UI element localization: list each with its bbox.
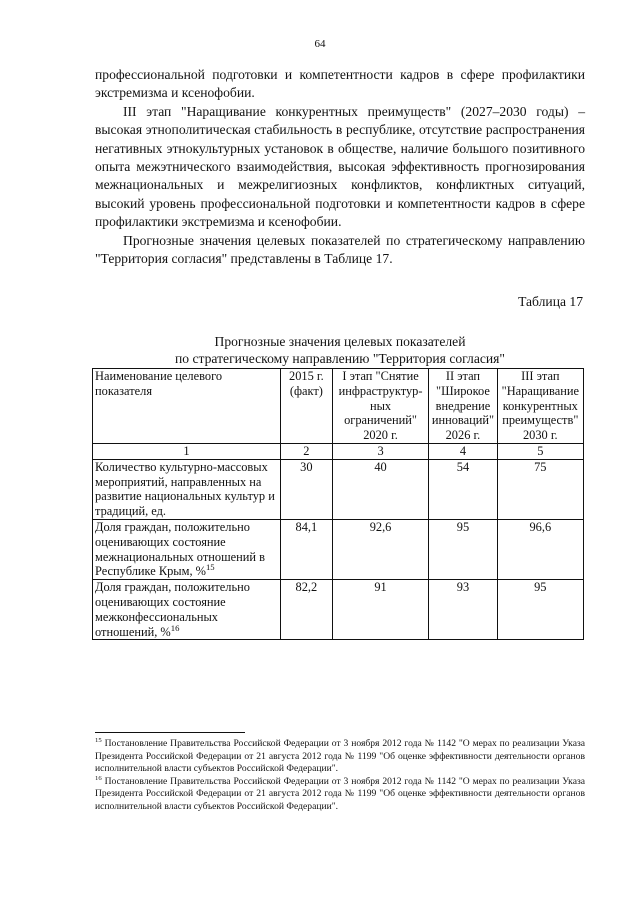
table-caption-line1: Прогнозные значения целевых показателей	[214, 334, 466, 349]
footnote-ref: 16	[170, 622, 180, 633]
row-value-2020: 91	[332, 580, 429, 640]
header-2015: 2015 г. (факт)	[280, 369, 332, 444]
row-name-text: Количество культурно-массовых мероприятий, направленных на развитие национальных культур и традиций, ед.	[95, 459, 275, 519]
table-row	[93, 580, 584, 640]
row-value-2020: 92,6	[332, 519, 429, 579]
row-value-2015: 30	[280, 459, 332, 519]
colnum-4: 4	[429, 443, 497, 459]
table-colnum-row	[93, 443, 584, 459]
row-name	[93, 580, 281, 640]
footnote-ref: 15	[205, 562, 215, 573]
table-caption	[95, 333, 585, 367]
indicators-table	[92, 368, 584, 640]
body-text	[95, 66, 585, 268]
footnote-number: 16	[95, 774, 102, 782]
footnote-text: Постановление Правительства Российской Федерации от 3 ноября 2012 года № 1142 "О мерах по реализации Указа Президента Российской Федерации от 21 августа 2012 года № 1199 "Об оценке эффективности деятельности органов исполнительной власти субъектов Российской Федерации".	[95, 775, 586, 812]
page-number: 64	[314, 38, 326, 50]
paragraph-continuation: профессиональной подготовки и компетентности кадров в сфере профилактики экстремизма и ксенофобии.	[95, 67, 585, 101]
row-name-text: Доля граждан, положительно оценивающих состояние межконфессиональных отношений, %	[95, 580, 250, 639]
row-value-2015: 82,2	[280, 580, 332, 640]
footnote-divider	[95, 732, 245, 733]
footnote-text: Постановление Правительства Российской Федерации от 3 ноября 2012 года № 1142 "О мерах по реализации Указа Президента Российской Федерации от 21 августа 2012 года № 1199 "Об оценке эффективности деятельности органов исполнительной власти субъектов Российской Федерации".	[95, 738, 586, 775]
colnum-2: 2	[280, 443, 332, 459]
row-value-2020: 40	[332, 459, 429, 519]
row-value-2026: 54	[429, 459, 497, 519]
table-caption-line2: по стратегическому направлению "Территория согласия"	[175, 351, 505, 366]
row-name-text: Доля граждан, положительно оценивающих состояние межнациональных отношений в Республике Крым, %	[95, 519, 265, 579]
row-value-2030: 95	[497, 580, 583, 640]
row-value-2030: 75	[497, 459, 583, 519]
header-name: Наименование целевого показателя	[93, 369, 281, 444]
footnote	[95, 776, 585, 814]
row-value-2015: 84,1	[280, 519, 332, 579]
paragraph-forecast: Прогнозные значения целевых показателей по стратегическому направлению "Территория согласия" представлены в Таблице 17.	[95, 232, 585, 267]
header-stage3: III этап "Наращивание конкурентных преимуществ" 2030 г.	[497, 369, 583, 444]
row-value-2026: 95	[429, 519, 497, 579]
footnote	[95, 738, 585, 776]
header-stage1: I этап "Снятие инфраструктур-ных ограничений" 2020 г.	[332, 369, 429, 444]
colnum-5: 5	[497, 443, 583, 459]
table-label: Таблица 17	[518, 294, 583, 309]
table-row	[93, 459, 584, 519]
row-name	[93, 459, 281, 519]
footnotes	[95, 738, 585, 814]
row-name	[93, 519, 281, 579]
table-row	[93, 519, 584, 579]
row-value-2030: 96,6	[497, 519, 583, 579]
row-value-2026: 93	[429, 580, 497, 640]
header-stage2: II этап "Широкое внедрение инноваций" 2026 г.	[429, 369, 497, 444]
paragraph-stage3: III этап "Наращивание конкурентных преимуществ" (2027–2030 годы) – высокая этнополитическая стабильность в республике, отсутствие распространения негативных этнокультурных установок в обществе, наличие большого позитивного опыта межэтнического взаимодействия, высокая эффективность прогнозирования межнациональных и межрелигиозных конфликтов, конфликтных ситуаций, высокий уровень профессиональной подготовки и компетентности кадров в сфере профилактики экстремизма и ксенофобии.	[95, 103, 585, 230]
colnum-3: 3	[332, 443, 429, 459]
footnote-number: 15	[95, 736, 102, 744]
table-header-row	[93, 369, 584, 444]
colnum-1: 1	[93, 443, 281, 459]
